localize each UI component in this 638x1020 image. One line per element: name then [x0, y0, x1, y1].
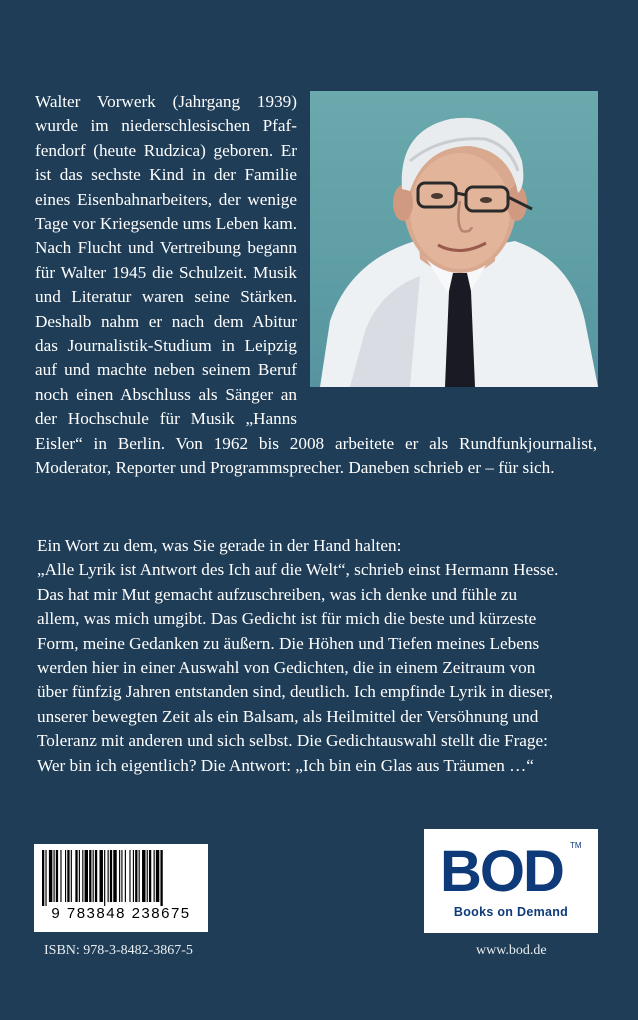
author-bio: [35, 90, 597, 481]
barcode-bar: [60, 850, 61, 902]
barcode-bar: [89, 850, 91, 902]
barcode-bar: [85, 850, 88, 902]
intro-line: Ein Wort zu dem, was Sie gerade in der Hand halten:: [37, 536, 402, 555]
barcode-bar: [160, 850, 162, 906]
barcode-bars: [42, 850, 200, 906]
book-intro: [37, 534, 597, 778]
barcode-bar: [149, 850, 151, 902]
barcode-bar: [67, 850, 69, 902]
trademark-mark: TM: [570, 841, 582, 850]
barcode-bar: [54, 850, 55, 902]
intro-line: über fünfzig Jahren entstanden sind, deutlich. Ich empfinde Lyrik in dieser,: [37, 682, 554, 702]
barcode-bar: [142, 850, 145, 902]
barcode-bar: [104, 850, 105, 906]
barcode-bar: [110, 850, 112, 902]
barcode-bar: [119, 850, 120, 902]
intro-line: Das hat mir Mut gemacht aufzuschreiben, was ich denke und fühle zu: [37, 584, 518, 604]
barcode-bar: [125, 850, 126, 902]
intro-line: werden hier in einer Auswahl von Gedichten, die in einem Zeitraum von: [37, 658, 536, 678]
barcode-bar: [65, 850, 66, 902]
barcode-bar: [133, 850, 134, 902]
barcode: [34, 844, 208, 932]
barcode-bar: [156, 850, 159, 902]
barcode-bar: [56, 850, 58, 902]
barcode-bar: [45, 850, 46, 906]
barcode-bar: [121, 850, 122, 902]
barcode-bar: [49, 850, 52, 902]
author-bio-text: Walter Vorwerk (Jahrgang 1939) wurde im niederschlesischen Pfaffendorf (heute Rudzica) geboren. Er ist das sechste Kind in der Familie eines Eisenbahnarbeiters, der wenige Tage vor Kriegsende ums Leben kam. Nach Flucht und Vertreibung begann für Walter 1945 die Schulzeit. Musik und Literatur waren seine Stärken. Deshalb nahm er nach dem Abitur das Journalistik-Studium in Leipzig auf und machte neben seinem Beruf noch einen Abschluss als Sänger an der Hochschule für Musik „Hanns Eisler“ in Berlin. Von 1962 bis 2008 arbeitete er als Rundfunkjournalist, Moderator, Reporter und Programmsprecher. Daneben schrieb er – für sich.: [35, 92, 597, 478]
barcode-bar: [139, 850, 140, 902]
intro-line: Wer bin ich eigentlich? Die Antwort: „Ich bin ein Glas aus Träumen …“: [37, 755, 534, 775]
barcode-bar: [100, 850, 103, 902]
intro-line: „Alle Lyrik ist Antwort des Ich auf die Welt“, schrieb einst Hermann Hesse.: [37, 560, 559, 580]
intro-line: Form, meine Gedanken zu äußern. Die Höhen und Tiefen meines Lebens: [37, 633, 540, 653]
barcode-bar: [82, 850, 83, 902]
barcode-bar: [129, 850, 130, 902]
barcode-bar: [75, 850, 77, 902]
barcode-bar: [108, 850, 109, 902]
isbn-label: ISBN: 978-3-8482-3867-5: [44, 943, 193, 958]
barcode-bar: [113, 850, 116, 902]
publisher-logo: [424, 829, 598, 933]
photo-spacer: [309, 90, 597, 410]
intro-line: allem, was mich umgibt. Das Gedicht ist für mich die beste und kürzeste: [37, 609, 537, 629]
barcode-bar: [42, 850, 44, 906]
intro-line: Toleranz mit anderen und sich selbst. Die Gedichtauswahl stellt die Frage:: [37, 731, 548, 751]
publisher-tagline: Books on Demand: [453, 905, 569, 919]
barcode-bar: [147, 850, 148, 902]
barcode-bar: [93, 850, 94, 902]
barcode-bar: [71, 850, 72, 902]
barcode-bar: [95, 850, 97, 902]
barcode-bar: [135, 850, 137, 902]
intro-line: unserer bewegten Zeit als ein Balsam, als Heilmittel der Versöhnung und: [37, 706, 539, 726]
publisher-url: www.bod.de: [476, 943, 547, 958]
barcode-bar: [79, 850, 80, 902]
barcode-bar: [154, 850, 155, 902]
barcode-digits: 9 783848 238675: [51, 905, 191, 922]
bod-logo-mark: BOD: [440, 839, 563, 904]
